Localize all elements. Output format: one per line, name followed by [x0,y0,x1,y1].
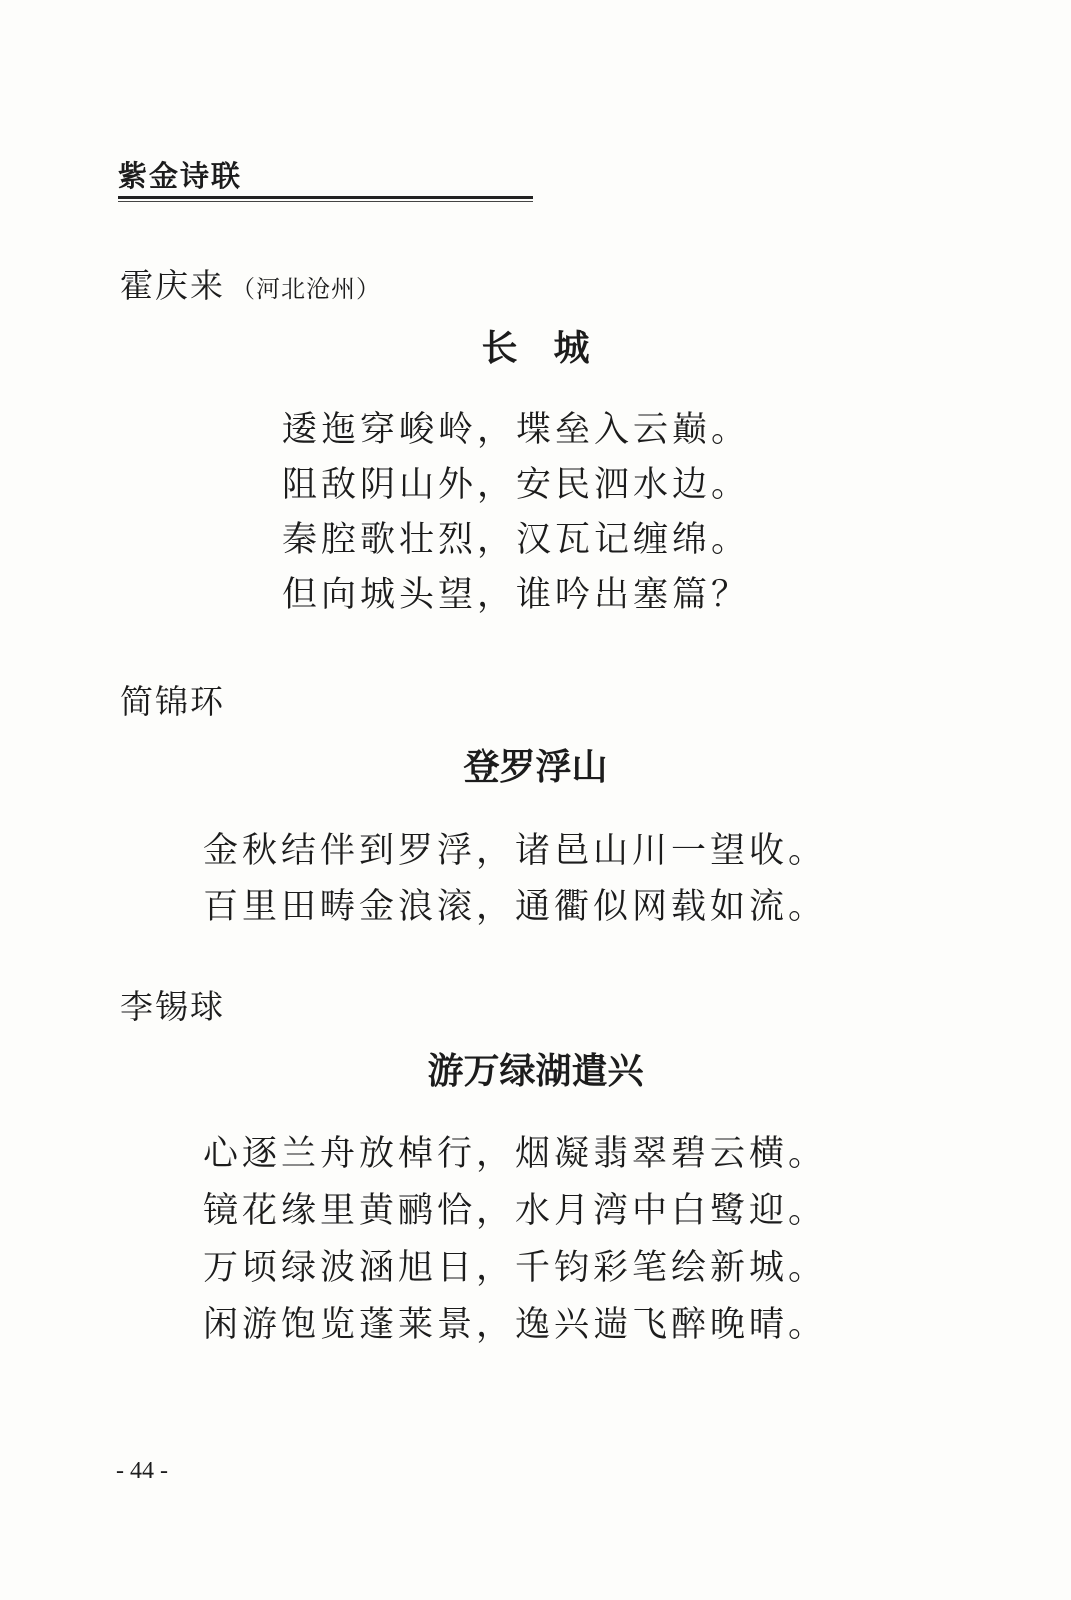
poem-line: 阻敌阴山外，安民泗水边。 [282,465,751,505]
poem-body [203,823,827,935]
poem-line: 逶迤穿峻岭，堞垒入云巅。 [282,410,751,450]
poem-body [203,1126,827,1354]
author-name: 李锡球 [120,987,225,1026]
author-name: 简锦环 [120,682,225,721]
author-location: （河北沧州） [231,275,381,303]
poem-title: 长 城 [481,327,590,369]
page-number: - 44 - [116,1458,168,1484]
poem-line: 百里田畴金浪滚，通衢似网载如流。 [203,887,828,927]
poem-line: 金秋结伴到罗浮，诸邑山川一望收。 [203,831,828,871]
header-title: 紫金诗联 [118,159,243,193]
author-line [120,266,381,309]
poem-line: 镜花缘里黄鹂恰，水月湾中白鹭迎。 [203,1191,828,1231]
poem-line: 万顷绿波涵旭日，千钧彩笔绘新城。 [203,1248,828,1288]
running-header [118,158,533,202]
author-line [120,682,225,722]
author-line [120,987,225,1027]
poem-line: 秦腔歌壮烈，汉瓦记缠绵。 [282,520,751,560]
poem-line: 但向城头望，谁吟出塞篇？ [282,575,751,615]
poem-title: 游万绿湖遣兴 [427,1050,644,1092]
header-rule [118,196,533,199]
header-rule-thin [118,201,533,202]
poem-body [282,403,750,623]
poem-line: 心逐兰舟放棹行，烟凝翡翠碧云横。 [203,1134,828,1174]
author-name: 霍庆来 [120,266,225,305]
poem-title: 登罗浮山 [463,746,608,788]
poem-line: 闲游饱览蓬莱景，逸兴遄飞醉晚晴。 [203,1305,828,1345]
